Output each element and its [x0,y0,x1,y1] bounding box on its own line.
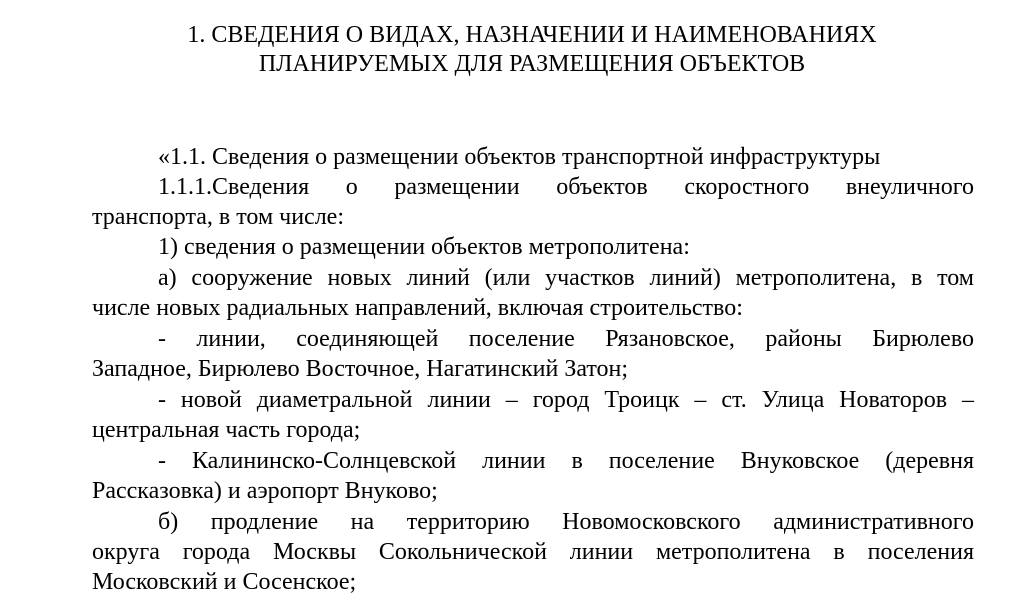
paragraph-line: центральная часть города; [92,417,361,443]
paragraph-line: - Калининско-Солнцевской линии в поселение Внуковское (деревня [158,448,974,474]
paragraph-line: а) сооружение новых линий (или участков линий) метрополитена, в том [158,265,974,291]
paragraph-line: б) продление на территорию Новомосковского административного [158,509,974,535]
paragraph-line: 1.1.1.Сведения о размещении объектов скоростного внеуличного [158,174,974,200]
paragraph-line: 1) сведения о размещении объектов метрополитена: [158,234,690,260]
paragraph-line: числе новых радиальных направлений, включая строительство: [92,295,743,321]
section-heading-line-2: ПЛАНИРУЕМЫХ ДЛЯ РАЗМЕЩЕНИЯ ОБЪЕКТОВ [258,51,806,77]
paragraph-line: Западное, Бирюлево Восточное, Нагатинский Затон; [92,356,629,382]
subsection-title: «1.1. Сведения о размещении объектов транспортной инфраструктуры [158,144,881,170]
paragraph-line: Московский и Сосенское; [92,569,357,595]
paragraph-line: транспорта, в том числе: [92,204,344,230]
paragraph-line: - линии, соединяющей поселение Рязановское, районы Бирюлево [158,326,974,352]
section-heading-line-1: 1. СВЕДЕНИЯ О ВИДАХ, НАЗНАЧЕНИИ И НАИМЕНОВАНИЯХ [187,22,877,48]
paragraph-line: - новой диаметральной линии – город Троицк – ст. Улица Новаторов – [158,387,974,413]
paragraph-line: Рассказовка) и аэропорт Внуково; [92,478,438,504]
paragraph-line: округа города Москвы Сокольнической линии метрополитена в поселения [92,539,974,565]
